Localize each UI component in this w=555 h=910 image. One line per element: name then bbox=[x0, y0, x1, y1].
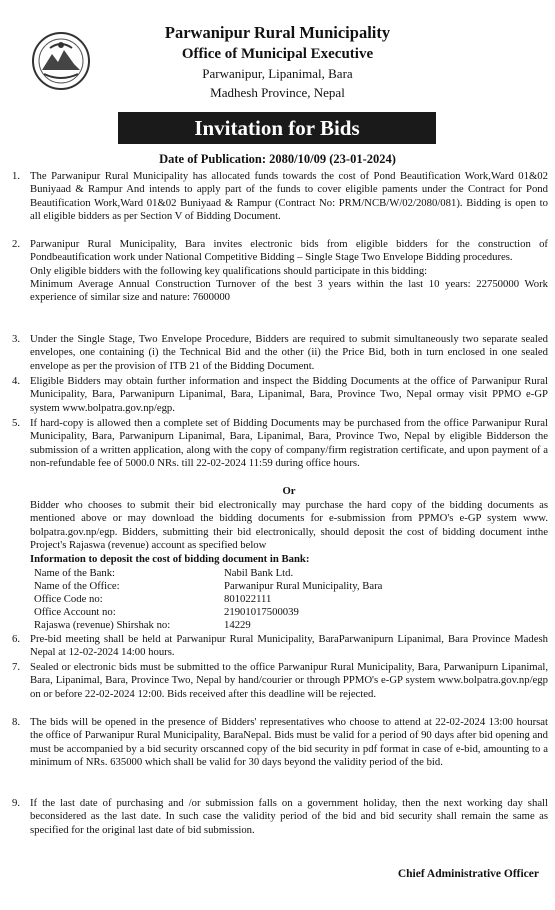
bank-row-value: 14229 bbox=[224, 619, 251, 631]
notice-body bbox=[8, 170, 548, 838]
qualification-detail: Minimum Average Annual Construction Turnover of the best 3 years within the last 10 years: 22750000 Work experience of similar size and nature: 7600000 bbox=[30, 277, 548, 304]
clause-number: 4. bbox=[12, 375, 21, 387]
bank-row-value: 801022111 bbox=[224, 593, 272, 605]
bank-row bbox=[34, 567, 548, 580]
clause-number: 6. bbox=[12, 633, 21, 645]
clause-text: Under the Single Stage, Two Envelope Procedure, Bidders are required to submit simultaneously two separate sealed envelopes, one containing (i) the Technical Bid and the other (ii) the Price Bid, both in turn enclosed in one sealed envelope as per the provision of ITB 21 of the Bidding Document. bbox=[30, 333, 548, 372]
bank-row-value: 21901017500039 bbox=[224, 606, 299, 618]
clause-text: If hard-copy is allowed then a complete set of Bidding Documents may be purchased from the office Parwanipur Rural Municipality, Bara, Parwanipurn Lipanimal, Bara, Lipanimal, Bara, Province Two, Nepal by eligible Bidderson the submission of a written application, along with the copy of company/firm registration certificate, and upon payment of a non-refundable fee of 5000.0 NRs. till 22-02-2024 11:59 during office hours. bbox=[30, 417, 548, 469]
bank-row bbox=[34, 593, 548, 606]
office-address: Parwanipur, Lipanimal, Bara bbox=[202, 66, 353, 81]
clause-2 bbox=[8, 238, 548, 332]
clause-number: 3. bbox=[12, 333, 21, 345]
invitation-banner: Invitation for Bids bbox=[118, 112, 436, 144]
bank-row-key: Office Account no: bbox=[34, 606, 116, 618]
bank-row-key: Name of the Office: bbox=[34, 580, 120, 592]
municipality-name: Parwanipur Rural Municipality bbox=[164, 23, 391, 42]
clause-text: Parwanipur Rural Municipality, Bara invites electronic bids from eligible bidders for the construction of Pondbeautification work under National Competitive Bidding – Single Stage Two Envelope Bidding procedures. bbox=[30, 238, 548, 264]
clause-7 bbox=[8, 661, 548, 715]
bank-row-value: Nabil Bank Ltd. bbox=[224, 567, 294, 579]
bank-row bbox=[34, 606, 548, 619]
publication-date: Date of Publication: 2080/10/09 (23-01-2024) bbox=[159, 152, 396, 166]
signature: Chief Administrative Officer bbox=[397, 868, 539, 880]
clause-number: 5. bbox=[12, 417, 21, 429]
or-divider: Or bbox=[282, 485, 296, 497]
clause-number: 2. bbox=[12, 238, 21, 250]
province-line: Madhesh Province, Nepal bbox=[210, 85, 345, 100]
clause-4 bbox=[8, 375, 548, 416]
clause-number: 9. bbox=[12, 797, 21, 809]
bank-info-heading: Information to deposit the cost of bidding document in Bank: bbox=[30, 553, 310, 565]
clause-3 bbox=[8, 333, 548, 374]
bank-row bbox=[34, 619, 548, 632]
clause-9 bbox=[8, 797, 548, 837]
clause-number: 7. bbox=[12, 661, 21, 673]
clause-number: 1. bbox=[12, 170, 21, 182]
clause-text: The bids will be opened in the presence of Bidders' representatives who choose to attend at 22-02-2024 13:00 hoursat the office of Parwanipur Rural Municipality, BaraNepal. Bids must be valid for a period of 90 days after bid opening and must be accompanied by a bid security orscanned copy of the bid security in pdf format in case of e-bid, amounting to a minimum of NRs. 635000 which shall be valid for 30 days beyond the validity period of the bid. bbox=[30, 716, 548, 768]
clause-text: The Parwanipur Rural Municipality has allocated funds towards the cost of Pond Beautification Work,Ward 01&02 Buniyaad & Rampur And intends to apply part of the funds to cover eligible paments under the Contract for Pond Beautification Work,Ward 01&02 Buniyaad & Rampur (Contract No: PRM/NCB/W/02/2080/081). Bidding is open to all eligible bidders as per Section V of Bidding Document. bbox=[30, 170, 548, 222]
bank-info-table bbox=[8, 567, 548, 633]
clause-8 bbox=[8, 716, 548, 796]
bank-row-key: Office Code no: bbox=[34, 593, 103, 605]
clause-text: Sealed or electronic bids must be submitted to the office Parwanipur Rural Municipality, Bara, Parwanipurn Lipanimal, Bara, Lipanimal, Bara, Province Two, Nepal by hand/courier or through PPMO's e-GP system www.bolpatra.gov.np/egp on or before 22-02-2024 12:00. Bids received after this deadline will be rejected. bbox=[30, 661, 548, 700]
qualification-intro: Only eligible bidders with the following key qualifications should participate in this bidding: bbox=[30, 264, 428, 277]
office-name: Office of Municipal Executive bbox=[181, 46, 374, 62]
bank-row bbox=[34, 580, 548, 593]
bank-row-key: Name of the Bank: bbox=[34, 567, 116, 579]
clause-text: If the last date of purchasing and /or submission falls on a government holiday, then the next working day shall beconsidered as the last date. In such case the validity period of the bid and bid security shall remain the same as specified for the original last date of bid submission. bbox=[30, 797, 548, 836]
bank-row-key: Rajaswa (revenue) Shirshak no: bbox=[34, 619, 171, 631]
clause-6 bbox=[8, 633, 548, 660]
electronic-bid-text: Bidder who chooses to submit their bid electronically may purchase the hard copy of the bidding documents as mentioned above or may download the bidding documents for e-submission from PPMO's e-GP system www. bolpatra.gov.np/egp. Bidders, submitting their bid electronically, should deposit the cost of bidding document inthe Project's Rajaswa (revenue) account as specified below bbox=[30, 499, 548, 551]
clause-text: Pre-bid meeting shall be held at Parwanipur Rural Municipality, BaraParwanipurn Lipanimal, Bara Province Madesh Nepal at 12-02-2024 14:00 hours. bbox=[30, 633, 548, 659]
bank-row-value: Parwanipur Rural Municipality, Bara bbox=[224, 580, 383, 592]
clause-5 bbox=[8, 417, 548, 484]
clause-text: Eligible Bidders may obtain further information and inspect the Bidding Documents at the office of Parwanipur Rural Municipality, Bara, Parwanipurn Lipanimal, Bara, Lipanimal, Bara, Province Two, Nepal ormay visit PPMO e-GP system www.bolpatra.gov.np/egp. bbox=[30, 375, 548, 414]
clause-1 bbox=[8, 170, 548, 237]
clause-number: 8. bbox=[12, 716, 21, 728]
